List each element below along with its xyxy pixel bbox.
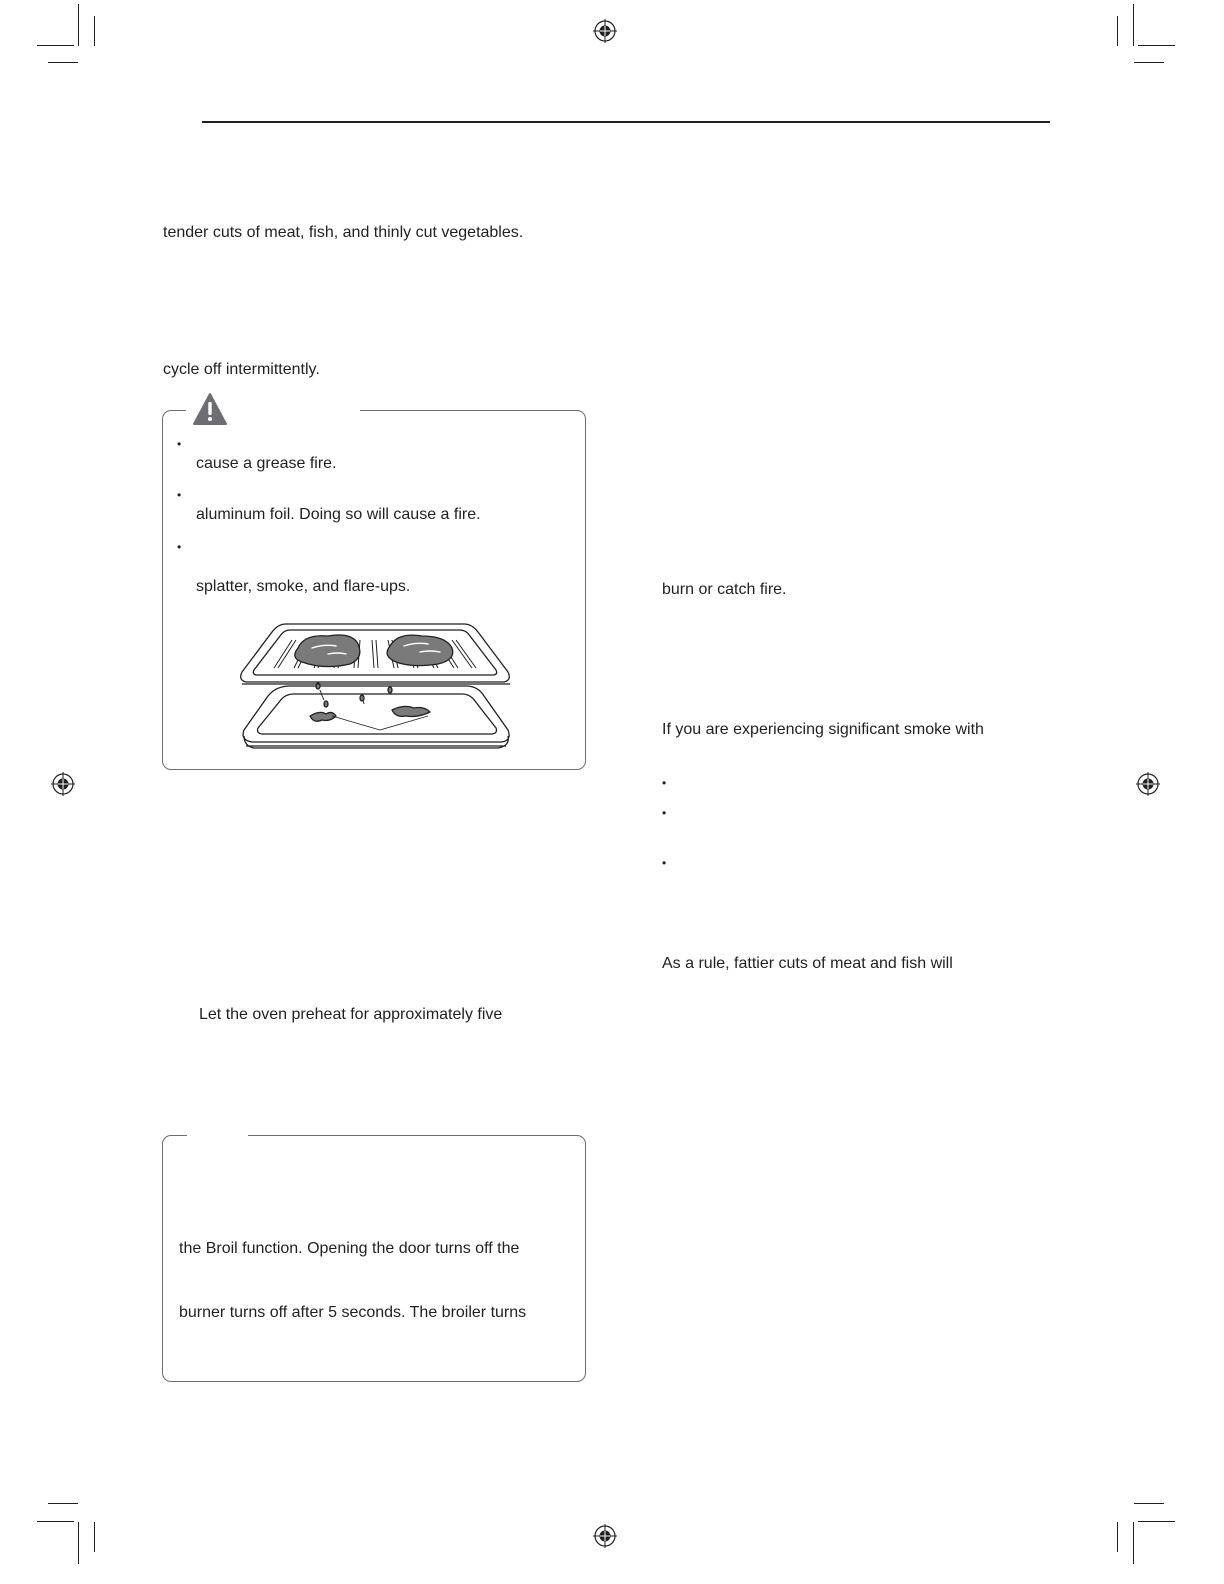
note-broil-line: the Broil function. Opening the door turns off the (179, 1240, 520, 1257)
smoke-bullet-3: • (662, 856, 667, 870)
preheat-line: Let the oven preheat for approximately five (199, 1006, 503, 1023)
warning-bullet-1: • (177, 437, 182, 451)
warning-bullet-3: • (177, 540, 182, 554)
header-rule (202, 121, 1050, 123)
registration-mark-bottom-icon (593, 1524, 617, 1548)
warning-splatter-line: splatter, smoke, and flare-ups. (196, 578, 411, 595)
significant-smoke-line: If you are experiencing significant smoke with (662, 721, 984, 738)
registration-mark-right-icon (1136, 772, 1160, 796)
warning-bullet-2: • (177, 488, 182, 502)
registration-mark-top-icon (593, 19, 617, 43)
note-burner-line: burner turns off after 5 seconds. The broiler turns (179, 1304, 527, 1321)
fattier-cuts-line: As a rule, fattier cuts of meat and fish will (662, 955, 953, 972)
warning-grease-line: cause a grease fire. (196, 455, 337, 472)
cycle-off-line: cycle off intermittently. (163, 361, 320, 378)
meat-fish-vegetables-line: tender cuts of meat, fish, and thinly cut vegetables. (163, 224, 524, 241)
warning-foil-line: aluminum foil. Doing so will cause a fire. (196, 506, 481, 523)
burn-catch-fire-line: burn or catch fire. (662, 581, 787, 598)
smoke-bullet-2: • (662, 806, 667, 820)
registration-mark-left-icon (51, 772, 75, 796)
broiler-pan-illustration (232, 618, 520, 754)
smoke-bullet-1: • (662, 776, 667, 790)
note-box-title-gap (187, 1133, 248, 1137)
warning-triangle-icon (192, 392, 228, 426)
